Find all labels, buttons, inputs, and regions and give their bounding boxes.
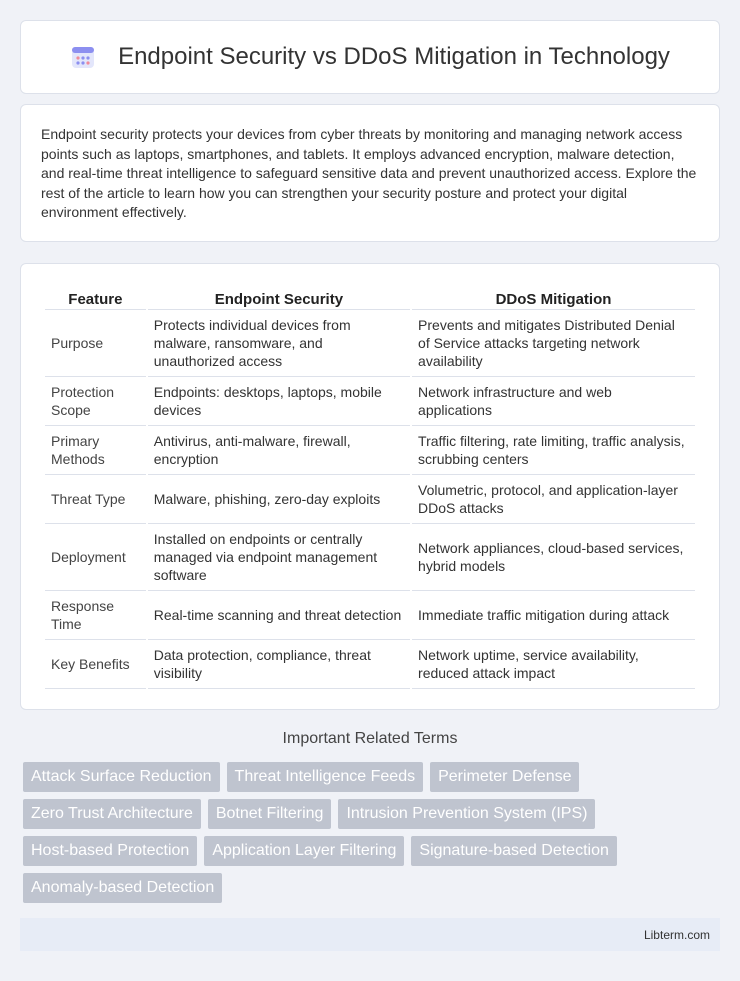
table-row xyxy=(45,426,695,475)
feature-cell: Response Time xyxy=(45,591,146,640)
endpoint-security-cell: Malware, phishing, zero-day exploits xyxy=(148,475,410,524)
related-term-tag[interactable]: Anomaly-based Detection xyxy=(23,873,222,903)
intro-card xyxy=(20,104,720,242)
endpoint-security-cell: Installed on endpoints or centrally managed via endpoint management software xyxy=(148,524,410,591)
title-card xyxy=(20,20,720,94)
comparison-table xyxy=(43,284,697,689)
feature-cell: Protection Scope xyxy=(45,377,146,426)
endpoint-security-cell: Antivirus, anti-malware, firewall, encryption xyxy=(148,426,410,475)
related-term-tag[interactable]: Botnet Filtering xyxy=(208,799,332,829)
ddos-mitigation-cell: Prevents and mitigates Distributed Denial of Service attacks targeting network availability xyxy=(412,310,695,377)
related-term-tag[interactable]: Intrusion Prevention System (IPS) xyxy=(338,799,595,829)
tag-row xyxy=(23,836,723,866)
related-terms-heading: Important Related Terms xyxy=(282,730,458,747)
related-term-tag[interactable]: Perimeter Defense xyxy=(430,762,579,792)
comparison-card xyxy=(20,263,720,710)
table-row xyxy=(45,591,695,640)
feature-cell: Primary Methods xyxy=(45,426,146,475)
tag-row xyxy=(23,762,723,792)
ddos-mitigation-cell: Network infrastructure and web applications xyxy=(412,377,695,426)
related-term-tag[interactable]: Host-based Protection xyxy=(23,836,197,866)
intro-paragraph: Endpoint security protects your devices from cyber threats by monitoring and managing network access points such as laptops, smartphones, and tablets. It employs advanced encryption, malware detection, and real-time threat intelligence to safeguard sensitive data and prevent unauthorized access. Explore the rest of the article to learn how you can strengthen your security posture and protect your digital environment effectively. xyxy=(41,126,697,220)
table-row xyxy=(45,640,695,689)
header-feature: Feature xyxy=(45,284,146,310)
table-row xyxy=(45,377,695,426)
endpoint-security-cell: Protects individual devices from malware, ransomware, and unauthorized access xyxy=(148,310,410,377)
ddos-mitigation-cell: Volumetric, protocol, and application-layer DDoS attacks xyxy=(412,475,695,524)
tag-row xyxy=(23,873,723,903)
feature-cell: Threat Type xyxy=(45,475,146,524)
ddos-mitigation-cell: Network appliances, cloud-based services, hybrid models xyxy=(412,524,695,591)
table-row xyxy=(45,524,695,591)
endpoint-security-cell: Real-time scanning and threat detection xyxy=(148,591,410,640)
related-term-tag[interactable]: Threat Intelligence Feeds xyxy=(227,762,424,792)
related-terms-list xyxy=(23,762,723,910)
related-term-tag[interactable]: Application Layer Filtering xyxy=(204,836,404,866)
feature-cell: Key Benefits xyxy=(45,640,146,689)
feature-cell: Purpose xyxy=(45,310,146,377)
related-term-tag[interactable]: Zero Trust Architecture xyxy=(23,799,201,829)
ddos-mitigation-cell: Immediate traffic mitigation during attack xyxy=(412,591,695,640)
table-header-row xyxy=(45,284,695,310)
calendar-grid-icon xyxy=(70,44,96,70)
feature-cell: Deployment xyxy=(45,524,146,591)
ddos-mitigation-cell: Network uptime, service availability, reduced attack impact xyxy=(412,640,695,689)
ddos-mitigation-cell: Traffic filtering, rate limiting, traffic analysis, scrubbing centers xyxy=(412,426,695,475)
footer-site[interactable]: Libterm.com xyxy=(643,927,710,942)
footer xyxy=(20,918,720,951)
page-title: Endpoint Security vs DDoS Mitigation in Technology xyxy=(118,43,670,70)
header-endpoint-security: Endpoint Security xyxy=(148,284,410,310)
related-term-tag[interactable]: Signature-based Detection xyxy=(411,836,616,866)
endpoint-security-cell: Endpoints: desktops, laptops, mobile devices xyxy=(148,377,410,426)
tag-row xyxy=(23,799,723,829)
endpoint-security-cell: Data protection, compliance, threat visibility xyxy=(148,640,410,689)
table-row xyxy=(45,310,695,377)
table-row xyxy=(45,475,695,524)
header-ddos-mitigation: DDoS Mitigation xyxy=(412,284,695,310)
related-term-tag[interactable]: Attack Surface Reduction xyxy=(23,762,220,792)
